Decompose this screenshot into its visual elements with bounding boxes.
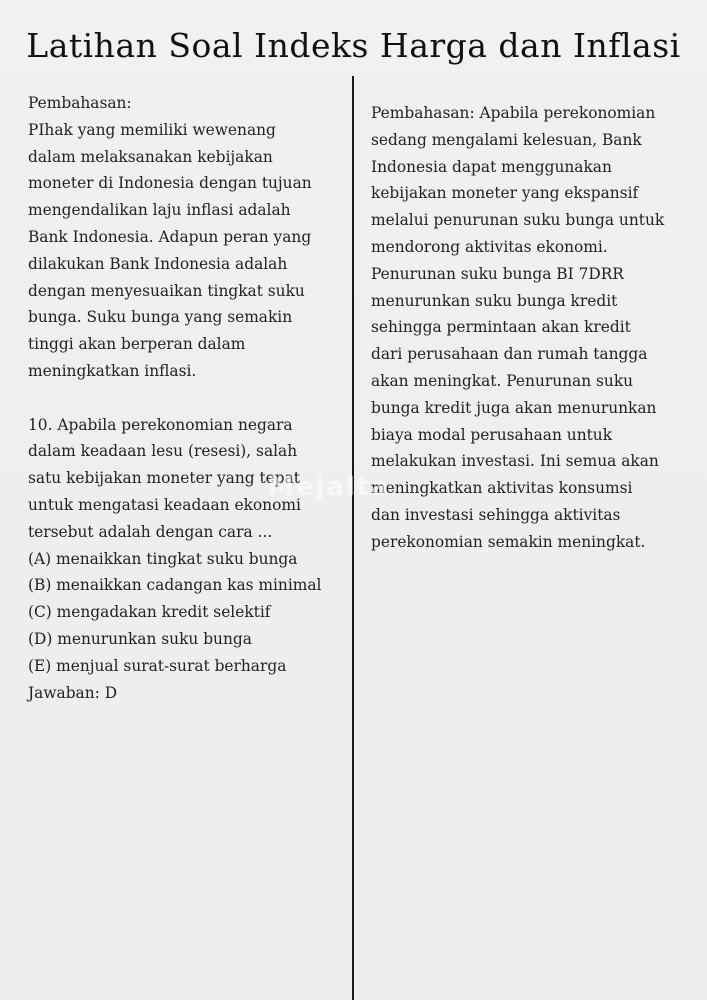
pembahasan-line: dengan menyesuaikan tingkat suku: [28, 281, 305, 300]
pembahasan-line: dilakukan Bank Indonesia adalah: [28, 254, 288, 273]
explanation-line: perekonomian semakin meningkat.: [371, 532, 646, 551]
pembahasan-line: dalam melaksanakan kebijakan: [28, 147, 273, 166]
pembahasan-line: tinggi akan berperan dalam: [28, 335, 246, 354]
option-c: (C) mengadakan kredit selektif: [28, 603, 271, 622]
explanation-line: akan meningkat. Penurunan suku: [371, 371, 634, 390]
column-divider: [352, 76, 354, 1000]
option-d: (D) menurunkan suku bunga: [28, 629, 252, 648]
explanation-line: Pembahasan: Apabila perekonomian: [371, 104, 656, 122]
pembahasan-line: Bank Indonesia. Adapun peran yang: [28, 227, 312, 246]
explanation-line: Penurunan suku bunga BI 7DRR: [371, 264, 624, 283]
option-e: (E) menjual surat-surat berharga: [28, 656, 287, 675]
question-line: dalam keadaan lesu (resesi), salah: [28, 442, 298, 461]
explanation-line: melalui penurunan suku bunga untuk: [371, 211, 665, 230]
explanation-line: sedang mengalami kelesuan, Bank: [371, 130, 642, 149]
explanation-line: sehingga permintaan akan kredit: [371, 318, 631, 337]
pembahasan-line: bunga. Suku bunga yang semakin: [28, 308, 293, 327]
pembahasan-line: mengendalikan laju inflasi adalah: [28, 201, 291, 220]
explanation-line: mendorong aktivitas ekonomi.: [371, 237, 608, 256]
question-line: satu kebijakan moneter yang tepat: [28, 469, 300, 488]
explanation-line: dan investasi sehingga aktivitas: [371, 505, 621, 524]
explanation-line: bunga kredit juga akan menurunkan: [371, 398, 657, 417]
explanation-line: melakukan investasi. Ini semua akan: [371, 452, 659, 471]
pembahasan-line: meningkatkan inflasi.: [28, 361, 197, 380]
pembahasan-line: moneter di Indonesia dengan tujuan: [28, 174, 312, 193]
paragraph-gap: [28, 385, 346, 412]
watermark: Mejalta: [268, 472, 391, 502]
question-line: untuk mengatasi keadaan ekonomi: [28, 495, 301, 514]
explanation-line: biaya modal perusahaan untuk: [371, 425, 613, 444]
question-line: 10. Apabila perekonomian negara: [28, 415, 293, 434]
right-column: [371, 100, 701, 556]
pembahasan-heading: Pembahasan:: [28, 94, 132, 112]
page-title: Latihan Soal Indeks Harga dan Inflasi: [26, 26, 681, 65]
answer-line: Jawaban: D: [28, 683, 118, 702]
option-a: (A) menaikkan tingkat suku bunga: [28, 549, 298, 568]
left-column: [28, 90, 346, 706]
explanation-line: Indonesia dapat menggunakan: [371, 157, 612, 176]
option-b: (B) menaikkan cadangan kas minimal: [28, 576, 322, 595]
explanation-line: kebijakan moneter yang ekspansif: [371, 184, 639, 203]
explanation-line: dari perusahaan dan rumah tangga: [371, 345, 648, 364]
explanation-line: meningkatkan aktivitas konsumsi: [371, 479, 633, 498]
explanation-line: menurunkan suku bunga kredit: [371, 291, 618, 310]
question-line: tersebut adalah dengan cara ...: [28, 522, 273, 541]
pembahasan-line: PIhak yang memiliki wewenang: [28, 120, 276, 139]
